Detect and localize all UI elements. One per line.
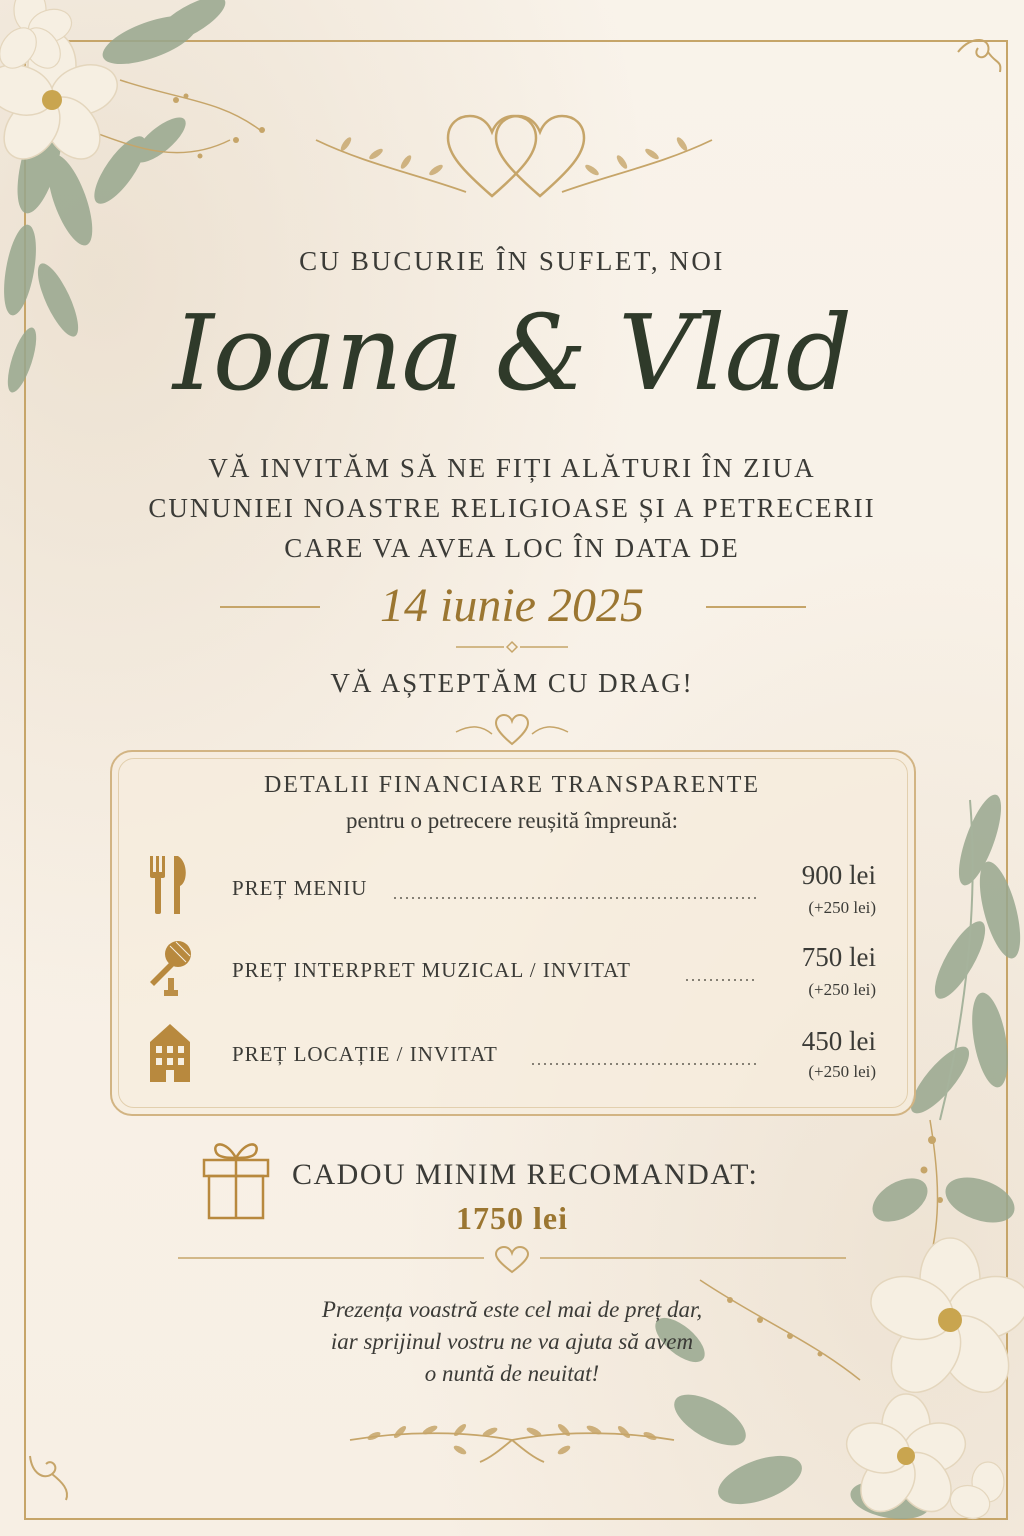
heart-divider-lower bbox=[178, 1246, 846, 1276]
cutlery-icon bbox=[144, 856, 192, 916]
building-icon bbox=[144, 1022, 196, 1084]
laurel-ornament-bottom bbox=[340, 1410, 684, 1470]
microphone-icon bbox=[142, 938, 194, 1000]
corner-flourish-top-right bbox=[948, 30, 1008, 80]
gift-title: CADOU MINIM RECOMANDAT: bbox=[292, 1158, 759, 1191]
invitation-text bbox=[0, 448, 1024, 568]
invitation-line: VĂ INVITĂM SĂ NE FIȚI ALĂTURI ÎN ZIUA bbox=[208, 453, 816, 483]
extra-music: (+250 lei) bbox=[808, 980, 876, 999]
divider-diamond bbox=[452, 640, 572, 654]
row-label-menu: PREȚ MENIU bbox=[232, 876, 368, 900]
financial-subtitle: pentru o petrecere reușită împreună: bbox=[345, 808, 679, 833]
hearts-ornament-top bbox=[296, 104, 728, 204]
welcome-text: VĂ AȘTEPTĂM CU DRAG! bbox=[330, 668, 694, 698]
closing-line: Prezența voastră este cel mai de preț dar, bbox=[321, 1297, 703, 1322]
extra-location: (+250 lei) bbox=[808, 1062, 876, 1081]
financial-title: DETALII FINANCIARE TRANSPARENTE bbox=[263, 772, 761, 798]
couple-names: Ioana & Vlad bbox=[172, 292, 852, 414]
invitation-line: CUNUNIEI NOASTRE RELIGIOASE ȘI A PETRECERII bbox=[148, 493, 876, 523]
row-label-location: PREȚ LOCAȚIE / INVITAT bbox=[232, 1042, 498, 1066]
gift-value: 1750 lei bbox=[456, 1200, 568, 1236]
invitation-line: CARE VA AVEA LOC ÎN DATA DE bbox=[284, 533, 740, 563]
dot-leader bbox=[392, 897, 758, 899]
date-line-right bbox=[706, 606, 806, 608]
intro-text: CU BUCURIE ÎN SUFLET, NOI bbox=[299, 246, 725, 276]
dot-leader bbox=[530, 1063, 758, 1065]
closing-line: iar sprijinul vostru ne va ajuta să avem bbox=[330, 1329, 694, 1354]
dot-leader bbox=[684, 979, 758, 981]
corner-flourish-bottom-left bbox=[22, 1450, 82, 1510]
closing-line: o nuntă de neuitat! bbox=[424, 1361, 600, 1386]
extra-menu: (+250 lei) bbox=[808, 898, 876, 917]
price-menu: 900 lei bbox=[801, 860, 876, 890]
heart-divider bbox=[452, 712, 572, 748]
row-label-music: PREȚ INTERPRET MUZICAL / INVITAT bbox=[232, 958, 631, 982]
price-location: 450 lei bbox=[801, 1026, 876, 1056]
price-music: 750 lei bbox=[801, 942, 876, 972]
wedding-date: 14 iunie 2025 bbox=[380, 579, 644, 632]
closing-message bbox=[0, 1294, 1024, 1390]
